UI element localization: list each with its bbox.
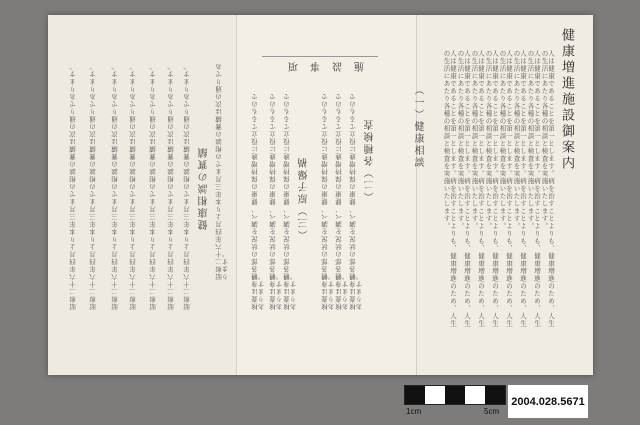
section-atomic: （三）原子爆禍 bbox=[299, 156, 310, 240]
intro-text-2: 人は健康であることを第一とします。病を治すことよりも、健康増進のため、人生の生活にあたり各種の相談と検査を実施いたします。 bbox=[526, 50, 541, 328]
intro-text-4: 人は健康であることを第一とします。病を治すことよりも、健康増進のため、人生の生活にあたり各種の相談と検査を実施いたします。 bbox=[498, 50, 513, 328]
results-text-8: 昭和二十六年四月より本年三月までの相談の實績は次の通りであります。 bbox=[69, 62, 77, 310]
intro-text-8: 人は健康であることを第一とします。病を治すことよりも、健康増進のため、人生の生活にあたり各種の相談と検査を実施いたします。 bbox=[442, 50, 457, 328]
accession-number: 2004.028.5671 bbox=[508, 385, 588, 418]
scale-label-5cm: 5cm bbox=[484, 407, 500, 416]
scale-label-1cm: 1cm bbox=[406, 407, 422, 416]
fold-line-left bbox=[236, 15, 237, 375]
section-health-consultation: （一）健康相談 bbox=[412, 85, 423, 169]
results-text-4: 昭和二十六年四月より本年三月までの相談の實績は次の通りであります。 bbox=[149, 62, 157, 310]
exam-text-2: 検査は身體各部の状況を調べ、健康の保持増進に役立てるものであります。 bbox=[335, 92, 350, 310]
results-text-1: 昭和二十六年四月より本年三月までの相談の實績は次の通りであります。 bbox=[215, 62, 230, 280]
brochure-title: 健康増進施設御案内 bbox=[559, 28, 574, 172]
results-text-2: 昭和二十六年四月より本年三月までの相談の實績は次の通りであります。 bbox=[183, 62, 191, 310]
section-exams: （二）各種検査 bbox=[365, 118, 376, 202]
exam-text-6: 検査は身體各部の状況を調べ、健康の保持増進に役立てるものであります。 bbox=[251, 92, 266, 310]
intro-text-5: 人は健康であることを第一とします。病を治すことよりも、健康増進のため、人生の生活にあたり各種の相談と検査を実施いたします。 bbox=[484, 50, 499, 328]
intro-text-7: 人は健康であることを第一とします。病を治すことよりも、健康増進のため、人生の生活にあたり各種の相談と検査を実施いたします。 bbox=[456, 50, 471, 328]
measurement-scale bbox=[404, 385, 506, 420]
exam-text-1: 検査は身體各部の状況を調べ、健康の保持増進に役立てるものであります。 bbox=[349, 92, 364, 310]
exam-text-4: 検査は身體各部の状況を調べ、健康の保持増進に役立てるものであります。 bbox=[283, 92, 298, 310]
results-text-3: 昭和二十六年四月より本年三月までの相談の實績は次の通りであります。 bbox=[167, 62, 175, 310]
exam-text-5: 検査は身體各部の状況を調べ、健康の保持増進に役立てるものであります。 bbox=[269, 92, 284, 310]
exam-text-3: 検査は身體各部の状況を調べ、健康の保持増進に役立てるものであります。 bbox=[321, 92, 336, 310]
scale-bar bbox=[404, 385, 506, 405]
intro-text-6: 人は健康であることを第一とします。病を治すことよりも、健康増進のため、人生の生活にあたり各種の相談と検査を実施いたします。 bbox=[470, 50, 485, 328]
results-text-7: 昭和二十六年四月より本年三月までの相談の實績は次の通りであります。 bbox=[89, 62, 97, 310]
intro-text: 人は健康であることを第一とします。病を治すことよりも、健康増進のため、人生の生活にあたり各種の相談と検査を実施いたします。 bbox=[540, 50, 555, 328]
results-text-6: 昭和二十六年四月より本年三月までの相談の實績は次の通りであります。 bbox=[111, 62, 119, 310]
section-heading: 施設事項 bbox=[262, 56, 378, 73]
results-text-5: 昭和二十六年四月より本年三月までの相談の實績は次の通りであります。 bbox=[129, 62, 137, 310]
intro-text-3: 人は健康であることを第一とします。病を治すことよりも、健康増進のため、人生の生活にあたり各種の相談と検査を実施いたします。 bbox=[512, 50, 527, 328]
section-results: 健康相談の實績 bbox=[199, 146, 210, 230]
